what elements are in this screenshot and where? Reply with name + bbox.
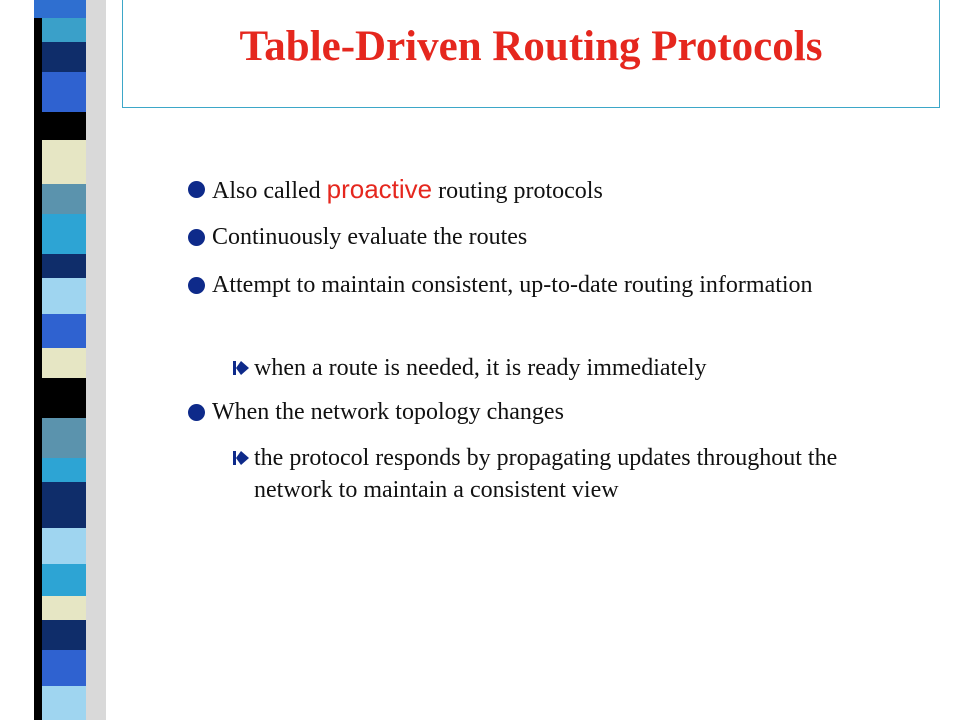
circle-bullet-icon [188,404,205,421]
circle-bullet-icon [188,229,205,246]
slide-title: Table-Driven Routing Protocols [239,23,823,70]
bullet-text: routing protocols [432,178,603,204]
highlight-term: proactive [326,174,433,204]
sub-bullet-item: when a route is needed, it is ready immediately [254,355,707,381]
arrow-bullet-icon [231,358,251,378]
arrow-bullet-icon [231,448,251,468]
bullet-item [212,173,862,207]
sub-bullet-item: the protocol responds by propagating updates throughout the network to maintain a consistent view [254,445,838,503]
circle-bullet-icon [188,277,205,294]
bullet-item: Attempt to maintain consistent, up-to-date routing information [212,272,813,298]
circle-bullet-icon [188,181,205,198]
bullet-item: When the network topology changes [212,399,564,425]
bullet-text: Also called [212,178,327,204]
bullet-item: Continuously evaluate the routes [212,224,528,250]
